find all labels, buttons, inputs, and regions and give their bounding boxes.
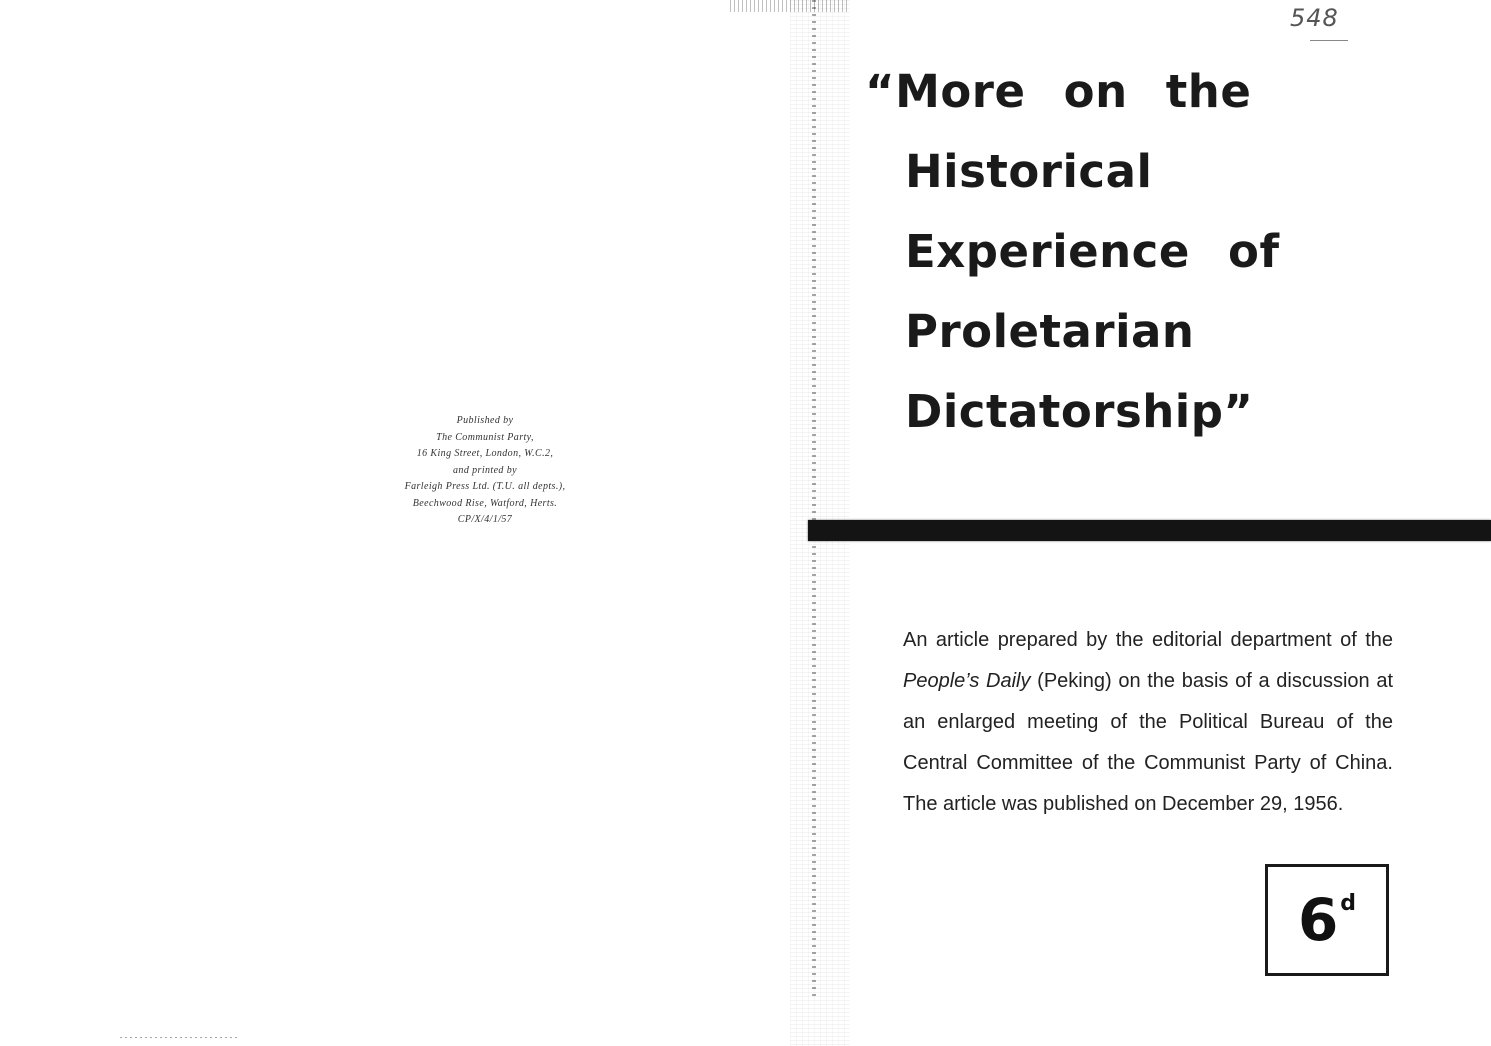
imprint-line: Beechwood Rise, Watford, Herts. <box>412 497 558 509</box>
price-amount: 6 <box>1297 886 1339 954</box>
handwritten-number: 548 <box>1290 4 1339 32</box>
title-line: Dictatorship” <box>905 385 1254 438</box>
title-line: Proletarian <box>905 305 1195 358</box>
article-description <box>903 620 1393 825</box>
description-text: (Peking) on the basis of a discussion at an enlarged meeting of the Political Bureau of the Central Committee of the Communist Party of China. The article was published on December 29, 1956. <box>903 670 1393 815</box>
title-divider-bar <box>808 520 1491 541</box>
scan-mark <box>120 1037 240 1038</box>
price-unit: d <box>1340 891 1357 916</box>
title-line: “More on the <box>865 65 1252 118</box>
binding-line <box>812 0 816 1000</box>
price-box <box>1265 864 1389 976</box>
handwritten-underline <box>1310 40 1348 41</box>
imprint-code: CP/X/4/1/57 <box>457 514 513 525</box>
scan-noise <box>730 0 850 12</box>
publication-name: People’s Daily <box>903 670 1031 692</box>
description-text: An article prepared by the editorial department of the <box>903 629 1393 651</box>
imprint-line: Published by <box>456 415 514 426</box>
imprint-line: The Communist Party, <box>436 431 534 443</box>
imprint-line: 16 King Street, London, W.C.2, <box>416 448 554 459</box>
imprint-line: and printed by <box>453 464 517 476</box>
imprint-line: Farleigh Press Ltd. (T.U. all depts.), <box>404 481 566 492</box>
title-line: Historical <box>905 145 1153 198</box>
publisher-imprint <box>360 413 610 529</box>
cover-title <box>865 52 1280 452</box>
title-line: Experience of <box>905 225 1280 278</box>
